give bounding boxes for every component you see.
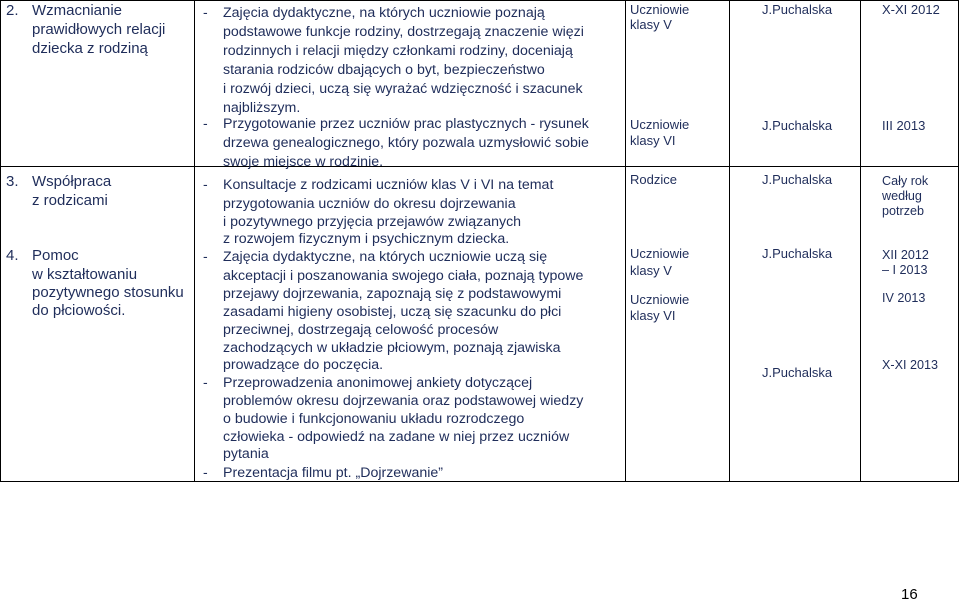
target-group: Uczniowie — [630, 292, 690, 307]
activity-line: Zajęcia dydaktyczne, na których uczniowie poznają — [223, 5, 545, 21]
responsible-person: J.Puchalska — [762, 365, 833, 380]
activity-line: Przeprowadzenia anonimowej ankiety dotyczącej — [223, 375, 533, 391]
target-group: Uczniowie — [630, 2, 690, 17]
activity-line: o budowie i funkcjonowaniu układu rozrodczego — [223, 411, 525, 427]
target-group: klasy V — [630, 263, 672, 278]
column-divider — [194, 0, 195, 482]
activity-line: swoje miejsce w rodzinie. — [223, 154, 384, 170]
table-top-border — [0, 0, 959, 1]
column-divider — [0, 0, 1, 482]
activity-line: Przygotowanie przez uczniów prac plastycznych - rysunek — [223, 116, 589, 132]
date: Cały rok — [882, 174, 929, 188]
target-group: klasy V — [630, 17, 672, 32]
date: IV 2013 — [882, 291, 926, 305]
section-title: Wzmacnianie — [32, 2, 123, 19]
activity-line: przejawy dojrzewania, zapoznają się z podstawowymi — [223, 286, 562, 302]
activity-line: przygotowania uczniów do okresu dojrzewania — [223, 196, 516, 212]
section-title: prawidłowych relacji — [32, 21, 166, 38]
activity-line: Prezentacja filmu pt. „Dojrzewanie” — [223, 465, 443, 481]
activity-line: rodzinnych i relacji między członkami rodziny, doceniają — [223, 43, 573, 59]
page-number: 16 — [901, 586, 918, 603]
list-bullet: - — [203, 248, 208, 264]
responsible-person: J.Puchalska — [762, 118, 833, 133]
section-title: w kształtowaniu — [32, 266, 138, 283]
date: III 2013 — [882, 118, 926, 133]
column-divider — [729, 0, 730, 482]
section-title: do płciowości. — [32, 302, 126, 319]
list-bullet: - — [203, 115, 208, 131]
activity-line: podstawowe funkcje rodziny, dostrzegają znaczenie więzi — [223, 24, 584, 40]
target-group: klasy VI — [630, 308, 676, 323]
list-bullet: - — [203, 176, 208, 192]
section-number: 2. — [6, 2, 19, 19]
activity-line: Zajęcia dydaktyczne, na których uczniowie uczą się — [223, 249, 548, 265]
responsible-person: J.Puchalska — [762, 2, 833, 17]
activity-line: pytania — [223, 446, 269, 462]
activity-line: akceptacji i poszanowania swojego ciała, poznają typowe — [223, 268, 584, 284]
target-group: klasy VI — [630, 133, 676, 148]
target-group: Uczniowie — [630, 117, 690, 132]
section-title: pozytywnego stosunku — [32, 284, 184, 301]
list-bullet: - — [203, 464, 208, 480]
activity-line: najbliższym. — [223, 100, 301, 116]
activity-line: prowadzące do poczęcia. — [223, 357, 384, 373]
section-title: Współpraca — [32, 173, 112, 190]
activity-line: zasadami higieny osobistej, uczą się szacunku do płci — [223, 304, 562, 320]
activity-line: starania rodziców dbających o byt, bezpieczeństwo — [223, 62, 545, 78]
activity-line: drzewa genealogicznego, który pozwala uzmysłowić sobie — [223, 135, 589, 151]
section-title: z rodzicami — [32, 192, 108, 209]
date: potrzeb — [882, 204, 925, 218]
activity-line: przeciwnej, dostrzegają celowość procesów — [223, 322, 499, 338]
activity-line: problemów okresu dojrzewania oraz podstawowej wiedzy — [223, 393, 584, 409]
column-divider — [625, 0, 626, 482]
activity-line: i rozwój dzieci, uczą się wyrażać wdzięczność i szacunek — [223, 81, 583, 97]
date: X-XI 2012 — [882, 2, 940, 17]
section-title: dziecka z rodziną — [32, 40, 148, 57]
activity-line: i pozytywnego przyjęcia przejawów związanych — [223, 214, 522, 230]
activity-line: zachodzących w układzie płciowym, poznają zjawiska — [223, 340, 561, 356]
target-group: Rodzice — [630, 172, 677, 187]
activity-line: człowieka - odpowiedź na zadane w niej przez uczniów — [223, 429, 570, 445]
date: X-XI 2013 — [882, 358, 939, 372]
date: według — [882, 189, 922, 203]
section-number: 4. — [6, 247, 19, 264]
section-title: Pomoc — [32, 247, 79, 264]
table-bottom-border — [0, 481, 959, 482]
row-divider — [0, 166, 959, 167]
column-divider — [860, 0, 861, 482]
responsible-person: J.Puchalska — [762, 172, 833, 187]
list-bullet: - — [203, 374, 208, 390]
activity-line: Konsultacje z rodzicami uczniów klas V i VI na temat — [223, 177, 554, 193]
target-group: Uczniowie — [630, 246, 690, 261]
responsible-person: J.Puchalska — [762, 246, 833, 261]
section-number: 3. — [6, 173, 19, 190]
list-bullet: - — [203, 4, 208, 20]
activity-line: z rozwojem fizycznym i psychicznym dziecka. — [223, 231, 510, 247]
date: XII 2012 — [882, 248, 929, 262]
date: – I 2013 — [882, 263, 928, 277]
